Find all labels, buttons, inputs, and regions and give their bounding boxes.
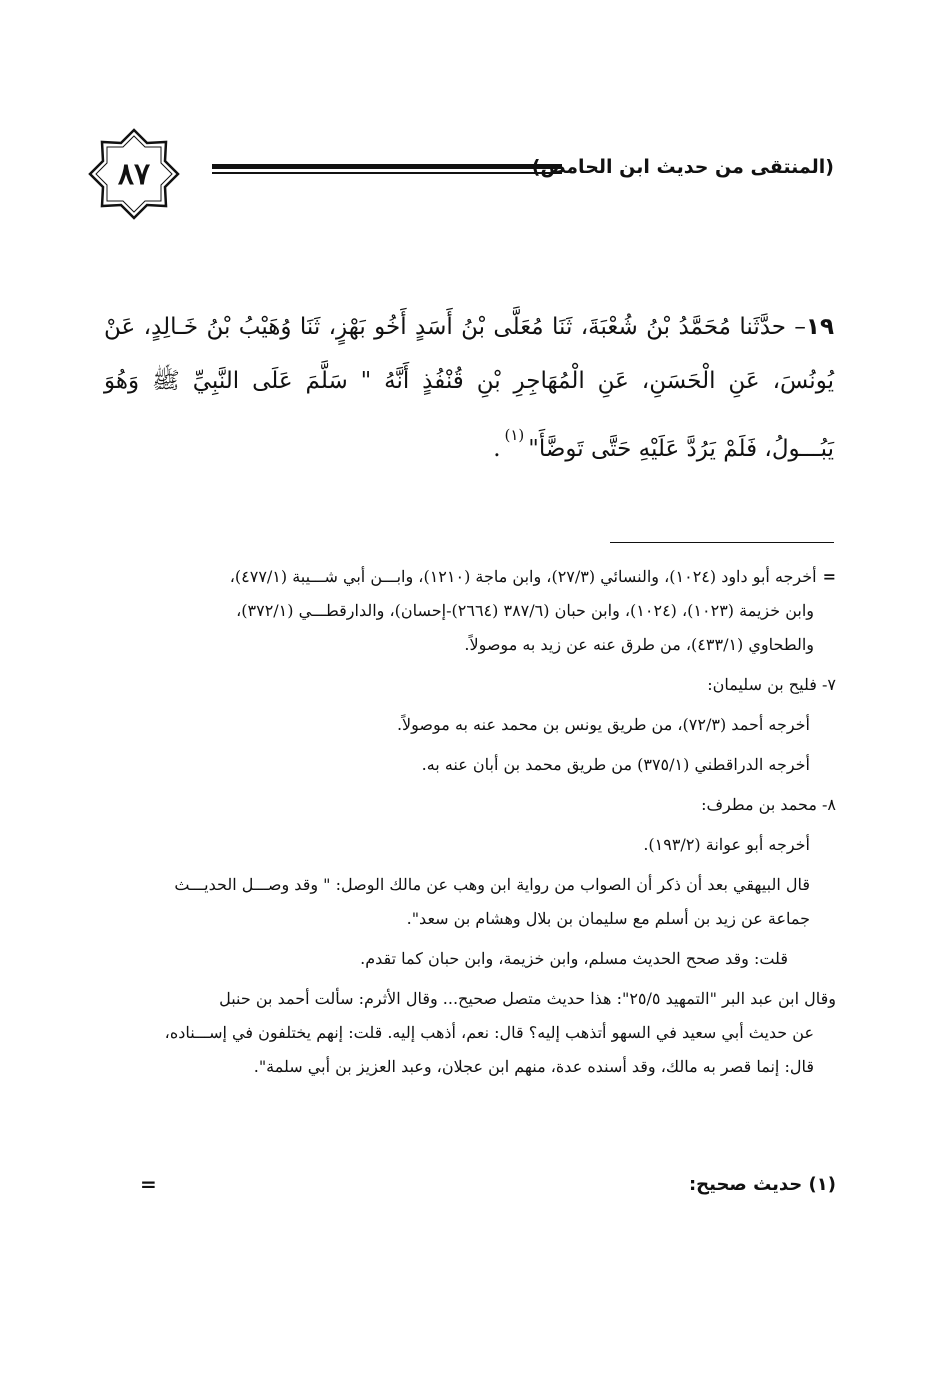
footnote-line: وابن خزيمة (١٠٢٣)، (١٠٢٤)، وابن حبان (٣٨٧/٦ (٢٦٦٤)-إحسان)، والدارقطـــي (٣٧٢/١)، [236,601,814,620]
hadith-dash: – [794,314,806,340]
hadith-text [104,300,834,476]
footnote-line: أخرجه أحمد (٧٢/٣)، من طريق يونس بن محمد عنه به موصولاً. [396,715,810,734]
footnote-subheading: ٧- فليح بن سليمان: [707,675,836,694]
footnote-line: قلت: وقد صحح الحديث مسلم، وابن خزيمة، وابن حبان كما تقدم. [360,949,788,968]
footnote-line: =أخرجه أبو داود (١٠٢٤)، والنسائي (٢٧/٣)، وابن ماجة (١٢١٠)، وابـــن أبي شـــيبة (٤٧٧/١)، [229,567,836,586]
footnote-line: أخرجه الدراقطني (٣٧٥/١) من طريق محمد بن أبان عنه به. [421,755,810,774]
header-double-rule [212,164,562,176]
page-number: ٨٧ [117,156,151,192]
footnote-line: أخرجه أبو عوانة (١٩٣/٢). [643,835,810,854]
footnote-subheading: ٨- محمد بن مطرف: [701,795,836,814]
continued-mark: = [822,567,836,586]
footnotes [100,560,836,1084]
continue-mark: = [140,1172,157,1196]
footnote-line: جماعة عن زيد بن أسلم مع سليمان بن بلال وهشام بن سعد". [406,909,810,928]
footnote-reference: (١) [504,426,525,444]
page-number-badge [86,126,182,222]
footnote-line: قال: إنما قصر به مالك، وقد أسنده عدة، منهم ابن عجلان، وعبد العزيز بن أبي سلمة". [253,1057,814,1076]
footnote-line: والطحاوي (٤٣٣/١)، من طرق عنه عن زيد به موصولاً. [464,635,814,654]
footnote-line: قال البيهقي بعد أن ذكر أن الصواب من رواية ابن وهب عن مالك الوصل: " وقد وصـــل الحديـــث [174,875,810,894]
hadith-end: . [493,436,501,462]
hadith-number: ١٩ [805,314,834,340]
footnote-line: عن حديث أبي سعيد في السهو أتذهب إليه؟ قال: نعم، أذهب إليه. قلت: إنهم يختلفون في إســـناده، [164,1023,814,1042]
footnote-separator [610,542,834,543]
footnote-line: وقال ابن عبد البر "التمهيد ٢٥/٥": هذا حديث متصل صحيح... وقال الأثرم: سألت أحمد بن حنبل [219,989,836,1008]
footnote-heading: (١) حديث صحيح: [688,1174,836,1195]
running-title: (المنتقى من حديث ابن الحامض) [531,156,834,178]
hadith-body: حدَّثَنا مُحَمَّدُ بْنُ شُعْبَةَ، ثَنَا مُعَلَّى بْنُ أَسَدٍ أَخُو بَهْزٍ، ثَنَا وُهَيْبُ بْنُ خَـالِدٍ، عَنْ يُونُسَ، عَنِ الْحَسَنِ، عَنِ الْمُهَاجِرِ بْنِ قُنْفُذٍ أَنَّهُ " سَلَّمَ عَلَى النَّبِيِّ ﷺ وَهُوَ يَبُـــولُ، فَلَمْ يَرُدَّ عَلَيْهِ حَتَّى تَوضَّأَ" [104,314,834,462]
